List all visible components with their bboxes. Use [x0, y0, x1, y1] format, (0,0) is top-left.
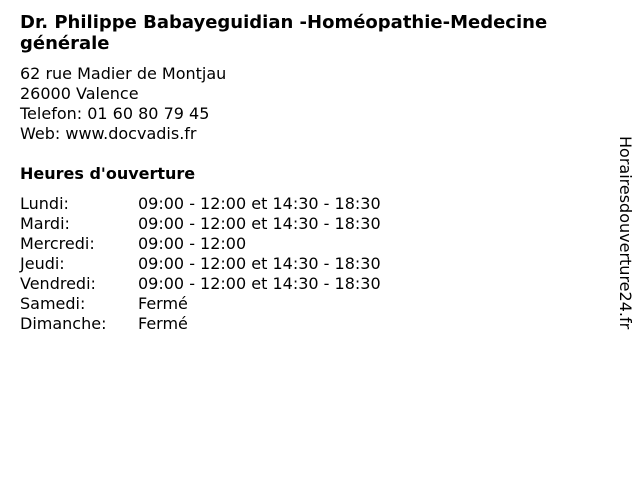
street-address: 62 rue Madier de Montjau [20, 64, 227, 83]
hours-row-sunday [20, 314, 381, 334]
hours-row-saturday [20, 294, 381, 314]
city-address: 26000 Valence [20, 84, 139, 103]
day-hours: 09:00 - 12:00 et 14:30 - 18:30 [138, 254, 381, 273]
day-hours: 09:00 - 12:00 [138, 234, 247, 253]
hours-row-monday [20, 194, 381, 214]
day-label: Jeudi: [20, 254, 65, 273]
day-label: Mardi: [20, 214, 70, 233]
day-label: Dimanche: [20, 314, 107, 333]
opening-hours-card [20, 12, 620, 334]
day-hours: Fermé [138, 294, 188, 313]
business-title: Dr. Philippe Babayeguidian -Homéopathie-Medecine générale [20, 12, 548, 54]
day-hours: 09:00 - 12:00 et 14:30 - 18:30 [138, 274, 381, 293]
hours-table [20, 194, 381, 334]
day-label: Lundi: [20, 194, 69, 213]
hours-heading: Heures d'ouverture [20, 164, 196, 183]
day-label: Samedi: [20, 294, 86, 313]
day-hours: Fermé [138, 314, 188, 333]
hours-row-friday [20, 274, 381, 294]
website: Web: www.docvadis.fr [20, 124, 197, 143]
phone-number: Telefon: 01 60 80 79 45 [20, 104, 210, 123]
hours-row-thursday [20, 254, 381, 274]
day-hours: 09:00 - 12:00 et 14:30 - 18:30 [138, 194, 381, 213]
address-block [20, 64, 620, 144]
day-hours: 09:00 - 12:00 et 14:30 - 18:30 [138, 214, 381, 233]
hours-row-wednesday [20, 234, 381, 254]
brand-watermark: Horairesdouverture24.fr [616, 136, 635, 330]
day-label: Mercredi: [20, 234, 95, 253]
hours-row-tuesday [20, 214, 381, 234]
day-label: Vendredi: [20, 274, 96, 293]
